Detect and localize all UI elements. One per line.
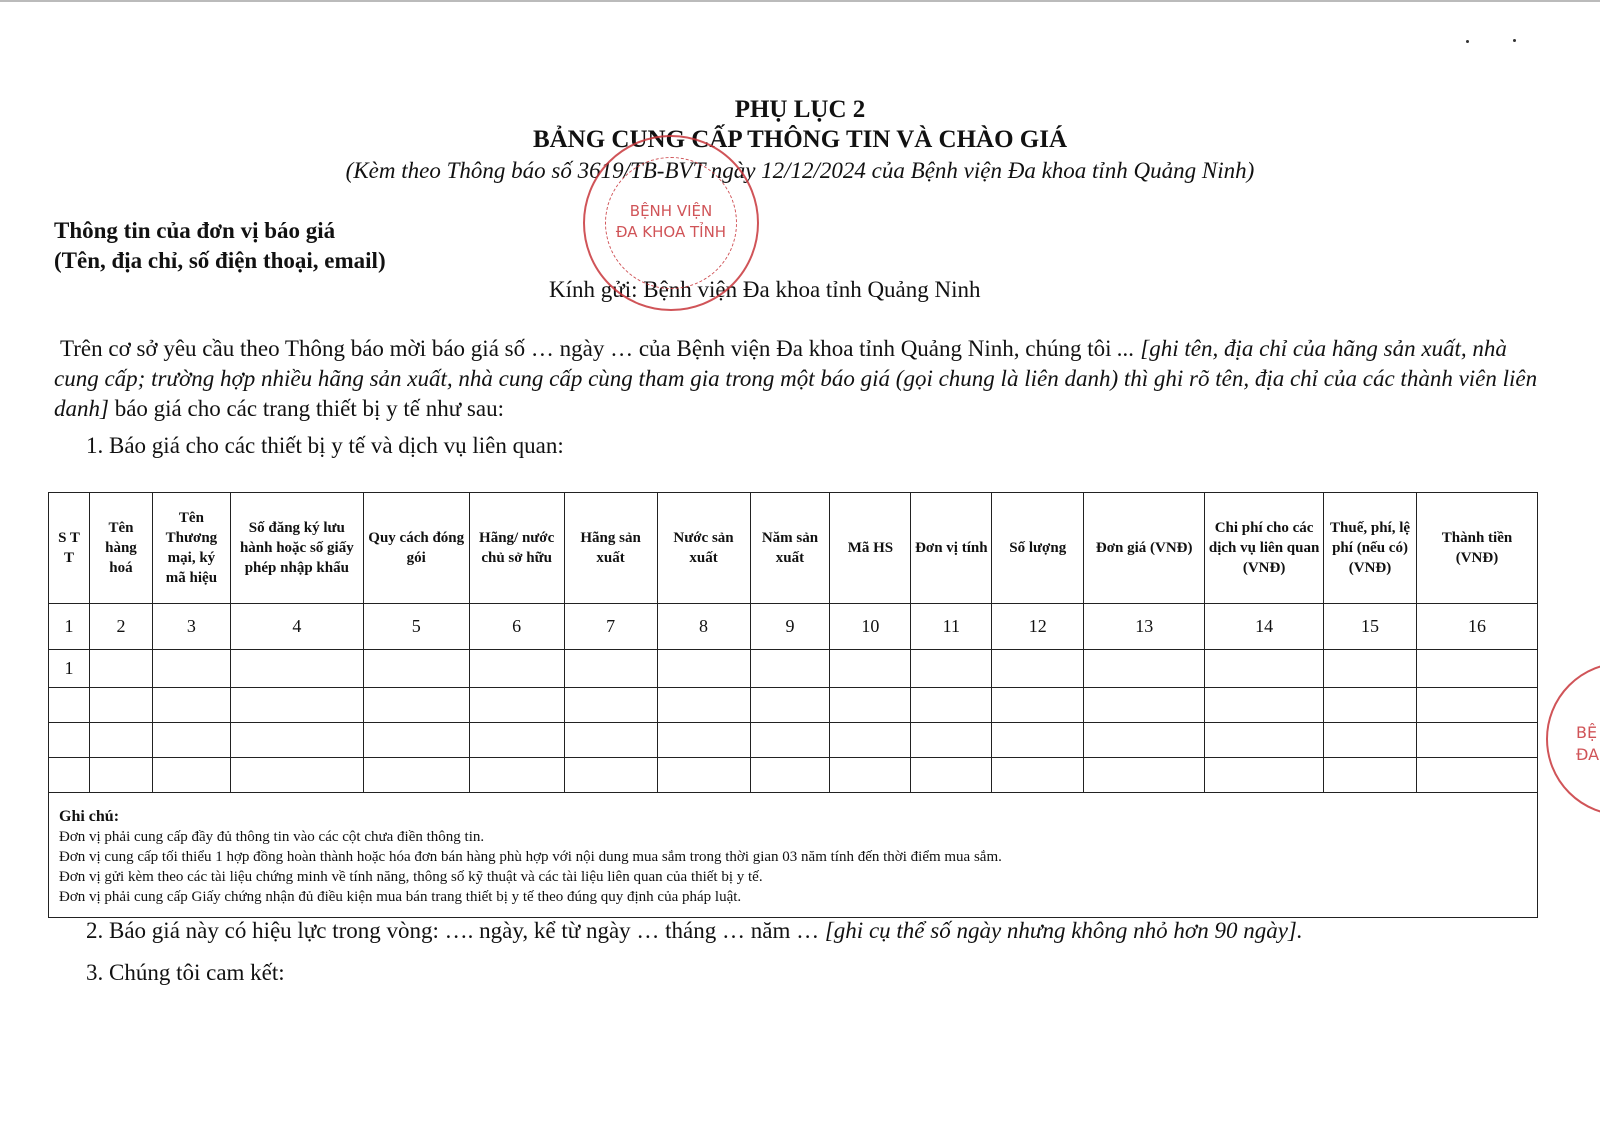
header-manufacturer: Hãng sản xuất: [564, 493, 657, 604]
note-line: Đơn vị phải cung cấp Giấy chứng nhận đủ điều kiện mua bán trang thiết bị y tế theo đúng quy định của pháp luật.: [59, 889, 742, 905]
table-row: [49, 650, 1538, 688]
table-cell: [49, 723, 90, 758]
header-quantity: Số lượng: [992, 493, 1084, 604]
sender-info-line2: (Tên, địa chỉ, số điện thoại, email): [54, 248, 386, 273]
table-cell: [1084, 723, 1205, 758]
table-cell: [564, 650, 657, 688]
table-cell: [750, 650, 830, 688]
table-cell: [89, 758, 152, 793]
table-cell: [1205, 688, 1324, 723]
table-cell: [152, 723, 230, 758]
header-packaging: Quy cách đóng gói: [363, 493, 469, 604]
table-cell: [469, 758, 564, 793]
quotation-table-block: [48, 492, 1538, 918]
section-1-heading: 1. Báo giá cho các thiết bị y tế và dịch vụ liên quan:: [86, 433, 564, 458]
intro-paragraph: [54, 334, 1554, 424]
section-2-validity: [86, 918, 1303, 944]
table-cell: [1205, 723, 1324, 758]
table-cell: [830, 758, 911, 793]
reference-line: (Kèm theo Thông báo số 3619/TB-BVT ngày 12/12/2024 của Bệnh viện Đa khoa tỉnh Quảng Ninh): [345, 158, 1255, 183]
header-country: Nước sản xuất: [657, 493, 750, 604]
table-cell: [152, 650, 230, 688]
table-cell: [1416, 723, 1537, 758]
notes-heading: Ghi chú:: [59, 808, 120, 825]
document-subtitle: BẢNG CUNG CẤP THÔNG TIN VÀ CHÀO GIÁ: [532, 126, 1068, 153]
column-number: 10: [830, 604, 911, 650]
header-total: Thành tiền (VNĐ): [1416, 493, 1537, 604]
table-cell: [1084, 688, 1205, 723]
column-number: 14: [1205, 604, 1324, 650]
column-number: 8: [657, 604, 750, 650]
table-cell: [911, 650, 992, 688]
table-cell: [152, 758, 230, 793]
table-cell: [750, 758, 830, 793]
table-cell: [89, 688, 152, 723]
table-cell: [657, 650, 750, 688]
sender-info: [54, 216, 386, 276]
table-cell: [750, 688, 830, 723]
header-service-cost: Chi phí cho các dịch vụ liên quan (VNĐ): [1205, 493, 1324, 604]
table-cell: [992, 758, 1084, 793]
column-number: 15: [1324, 604, 1417, 650]
intro-italic-instruction: ... [ghi tên, địa chỉ của hãng sản xuất, nhà cung cấp; trường hợp nhiều hãng sản xuất, nhà cung cấp cùng tham gia trong một báo giá (gọi chung là liên danh) thì ghi rõ tên, địa chỉ của các thành viên liên danh]: [54, 336, 1538, 421]
quotation-table: [48, 492, 1538, 793]
edge-seal-text-line: ĐA: [1576, 745, 1600, 764]
edge-seal-text: [1576, 722, 1599, 766]
table-cell: [1416, 758, 1537, 793]
header-hs-code: Mã HS: [830, 493, 911, 604]
table-cell: [564, 758, 657, 793]
table-cell: [657, 758, 750, 793]
table-cell: [1205, 650, 1324, 688]
table-cell: [152, 688, 230, 723]
table-cell: [230, 758, 363, 793]
table-cell: [363, 758, 469, 793]
table-cell: [564, 688, 657, 723]
header-year: Năm sản xuất: [750, 493, 830, 604]
table-cell: [657, 688, 750, 723]
table-row: [49, 723, 1538, 758]
column-number: 2: [89, 604, 152, 650]
column-number: 12: [992, 604, 1084, 650]
intro-text-end: báo giá cho các trang thiết bị y tế như sau:: [108, 396, 504, 421]
table-cell: [230, 688, 363, 723]
table-cell: [49, 758, 90, 793]
table-cell: [1084, 650, 1205, 688]
table-cell: [230, 650, 363, 688]
intro-text: Trên cơ sở yêu cầu theo Thông báo mời báo giá số … ngày … của Bệnh viện Đa khoa tỉnh Quảng Ninh, chúng tôi: [60, 336, 1112, 361]
table-cell: [830, 650, 911, 688]
recipient-line: Kính gửi: Bệnh viện Đa khoa tỉnh Quảng Ninh: [549, 277, 981, 302]
note-line: Đơn vị cung cấp tối thiểu 1 hợp đồng hoàn thành hoặc hóa đơn bán hàng phù hợp với nội dung mua sắm trong thời gian 03 năm tính đến thời điểm mua sắm.: [59, 849, 1002, 865]
header-goods-name: Tên hàng hoá: [89, 493, 152, 604]
table-row: [49, 758, 1538, 793]
column-number: 1: [49, 604, 90, 650]
column-number: 6: [469, 604, 564, 650]
scan-edge: [0, 0, 1600, 2]
section-2-italic-instruction: [ghi cụ thể số ngày nhưng không nhỏ hơn 90 ngày].: [819, 918, 1303, 943]
table-cell: [230, 723, 363, 758]
table-cell: [992, 650, 1084, 688]
column-number: 3: [152, 604, 230, 650]
table-cell: [469, 650, 564, 688]
scan-speck: [1466, 40, 1469, 43]
note-line: Đơn vị gửi kèm theo các tài liệu chứng minh về tính năng, thông số kỹ thuật và các tài liệu liên quan của thiết bị y tế.: [59, 869, 763, 885]
section-2-text: 2. Báo giá này có hiệu lực trong vòng: …. ngày, kể từ ngày … tháng … năm …: [86, 918, 820, 943]
column-number: 16: [1416, 604, 1537, 650]
table-row: [49, 688, 1538, 723]
table-cell: [750, 723, 830, 758]
column-number-row: [49, 604, 1538, 650]
header-unit-price: Đơn giá (VNĐ): [1084, 493, 1205, 604]
table-cell: [1084, 758, 1205, 793]
seal-text-line: BỆNH VIỆN: [629, 202, 713, 220]
table-cell: [1324, 723, 1417, 758]
table-cell: [1324, 758, 1417, 793]
table-cell: [911, 723, 992, 758]
column-number: 13: [1084, 604, 1205, 650]
column-number: 11: [911, 604, 992, 650]
table-cell: [469, 688, 564, 723]
scan-speck: [1513, 39, 1516, 42]
header-registration-number: Số đăng ký lưu hành hoặc số giấy phép nhập khẩu: [230, 493, 363, 604]
table-header-row: [49, 493, 1538, 604]
seal-text-line: ĐA KHOA TỈNH: [615, 223, 727, 241]
table-cell: [830, 723, 911, 758]
table-cell: [89, 650, 152, 688]
row-stt: 1: [49, 650, 90, 688]
table-cell: [469, 723, 564, 758]
header-unit: Đơn vị tính: [911, 493, 992, 604]
header-owner: Hãng/ nước chủ sở hữu: [469, 493, 564, 604]
table-cell: [363, 723, 469, 758]
table-cell: [657, 723, 750, 758]
appendix-title: PHỤ LỤC 2: [734, 96, 866, 123]
edge-seal-stamp: [1546, 662, 1600, 816]
column-number: 4: [230, 604, 363, 650]
table-cell: [363, 688, 469, 723]
seal-text: [585, 201, 757, 243]
table-cell: [1416, 688, 1537, 723]
table-cell: [992, 688, 1084, 723]
note-line: Đơn vị phải cung cấp đầy đủ thông tin vào các cột chưa điền thông tin.: [59, 829, 485, 845]
table-cell: [89, 723, 152, 758]
column-number: 7: [564, 604, 657, 650]
table-cell: [1324, 688, 1417, 723]
table-cell: [1416, 650, 1537, 688]
section-3-commitment: 3. Chúng tôi cam kết:: [86, 960, 285, 985]
hospital-seal-stamp: [583, 135, 759, 311]
sender-info-line1: Thông tin của đơn vị báo giá: [54, 218, 336, 243]
header-trade-name: Tên Thương mại, ký mã hiệu: [152, 493, 230, 604]
table-cell: [911, 688, 992, 723]
table-cell: [363, 650, 469, 688]
notes-box: [48, 793, 1538, 918]
column-number: 9: [750, 604, 830, 650]
edge-seal-text-line: BỆ: [1576, 723, 1598, 742]
table-cell: [1324, 650, 1417, 688]
table-cell: [564, 723, 657, 758]
table-cell: [992, 723, 1084, 758]
table-cell: [830, 688, 911, 723]
table-cell: [1205, 758, 1324, 793]
table-cell: [49, 688, 90, 723]
header-stt: S T T: [49, 493, 90, 604]
header-tax: Thuế, phí, lệ phí (nếu có) (VNĐ): [1324, 493, 1417, 604]
table-cell: [911, 758, 992, 793]
column-number: 5: [363, 604, 469, 650]
